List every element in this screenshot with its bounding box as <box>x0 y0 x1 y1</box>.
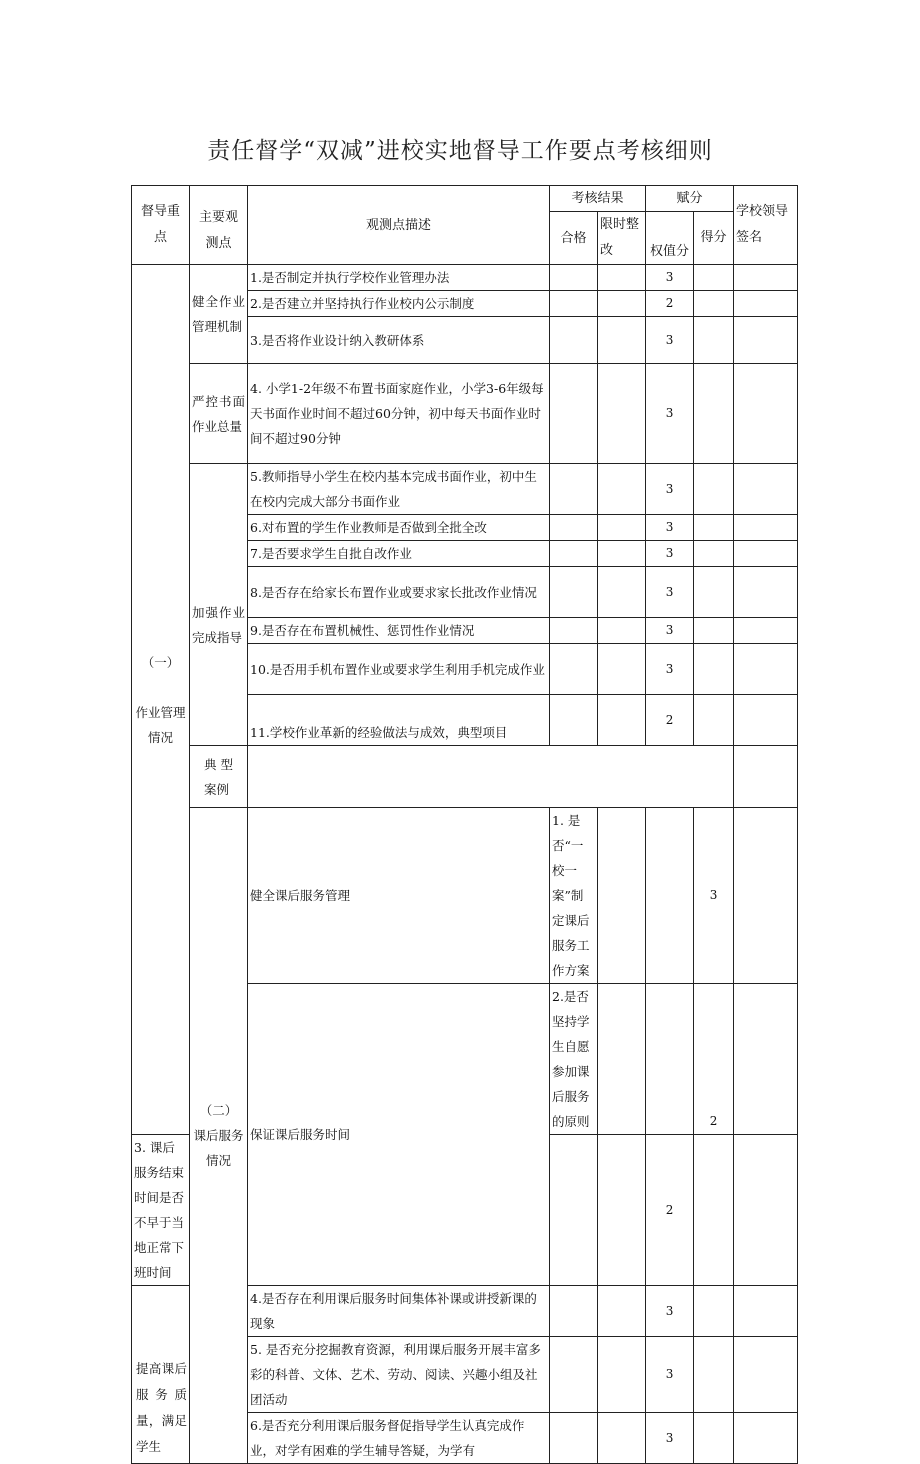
section-title: 作业管理情况 <box>135 704 186 745</box>
item-weight: 3 <box>646 644 694 695</box>
item-description: 2.是否建立并坚持执行作业校内公示制度 <box>248 291 550 317</box>
item-weight: 3 <box>646 317 694 364</box>
item-description: 1.是否制定并执行学校作业管理办法 <box>248 265 550 291</box>
item-description: 4.是否存在利用课后服务时间集体补课或讲授新课的现象 <box>248 1286 550 1337</box>
observation-point: 提高课后服务质量，满足学生 <box>132 1286 190 1464</box>
item-weight: 3 <box>646 1337 694 1413</box>
item-description: 1. 是否“一校一案”制定课后服务工作方案 <box>550 808 598 984</box>
observation-point: 保证课后服务时间 <box>248 984 550 1286</box>
item-weight: 3 <box>646 364 694 464</box>
item-weight: 2 <box>646 1135 694 1286</box>
header-result: 考核结果 <box>550 186 646 212</box>
item-weight: 3 <box>646 567 694 618</box>
item-description: 3. 课后服务结束时间是否不早于当地正常下班时间 <box>132 1135 190 1286</box>
table-row <box>132 265 798 291</box>
observation-point: 健全课后服务管理 <box>248 808 550 984</box>
item-description: 10.是否用手机布置作业或要求学生利用手机完成作业 <box>248 644 550 695</box>
header-description: 观测点描述 <box>248 186 550 265</box>
assessment-table <box>131 185 798 1464</box>
header-signature: 学校领导签名 <box>734 186 798 265</box>
item-description: 9.是否存在布置机械性、惩罚性作业情况 <box>248 618 550 644</box>
table-row <box>132 808 798 984</box>
item-weight: 2 <box>694 984 734 1135</box>
item-description: 6.是否充分利用课后服务督促指导学生认真完成作业，对学有困难的学生辅导答疑，为学有 <box>248 1413 550 1464</box>
section-number: （一） <box>141 654 180 670</box>
item-description: 7.是否要求学生自批自改作业 <box>248 541 550 567</box>
item-weight: 3 <box>646 515 694 541</box>
header-score: 得分 <box>694 212 734 265</box>
header-rectify: 限时整改 <box>598 212 646 265</box>
item-description: 2.是否坚持学生自愿参加课后服务的原则 <box>550 984 598 1135</box>
table-row <box>132 364 798 464</box>
header-observation-point: 主要观测点 <box>190 186 248 265</box>
item-description: 4. 小学1-2年级不布置书面家庭作业，小学3-6年级每天书面作业时间不超过60分钟，初中每天书面作业时间不超过90分钟 <box>248 364 550 464</box>
header-score-group: 赋分 <box>646 186 734 212</box>
item-weight: 3 <box>646 265 694 291</box>
item-description: 5. 是否充分挖掘教育资源，利用课后服务开展丰富多彩的科普、文体、艺术、劳动、阅读、兴趣小组及社团活动 <box>248 1337 550 1413</box>
header-focus: 督导重点 <box>132 186 190 265</box>
case-label: 典型案例 <box>190 746 248 808</box>
case-content <box>248 746 734 808</box>
item-weight: 2 <box>646 695 694 746</box>
header-weight: 权值分 <box>646 212 694 265</box>
item-weight: 3 <box>646 541 694 567</box>
table-row <box>132 746 798 808</box>
item-weight: 3 <box>646 464 694 515</box>
item-description: 11.学校作业革新的经验做法与成效，典型项目 <box>248 695 550 746</box>
item-weight: 3 <box>694 808 734 984</box>
observation-point: 健全作业管理机制 <box>190 265 248 364</box>
header-pass: 合格 <box>550 212 598 265</box>
item-description: 8.是否存在给家长布置作业或要求家长批改作业情况 <box>248 567 550 618</box>
item-description: 6.对布置的学生作业教师是否做到全批全改 <box>248 515 550 541</box>
item-weight: 3 <box>646 1413 694 1464</box>
section-number: （二） <box>199 1103 238 1118</box>
item-weight: 2 <box>646 291 694 317</box>
item-weight: 3 <box>646 1286 694 1337</box>
observation-point: 加强作业完成指导 <box>190 464 248 746</box>
item-description: 3.是否将作业设计纳入教研体系 <box>248 317 550 364</box>
item-weight: 3 <box>646 618 694 644</box>
section-label <box>132 265 190 1135</box>
page-title: 责任督学“双减”进校实地督导工作要点考核细则 <box>207 138 713 164</box>
section-label <box>190 808 248 1464</box>
observation-point: 严控书面作业总量 <box>190 364 248 464</box>
table-row <box>132 464 798 515</box>
section-title: 课后服务情况 <box>193 1128 244 1168</box>
item-description: 5.教师指导小学生在校内基本完成书面作业，初中生在校内完成大部分书面作业 <box>248 464 550 515</box>
